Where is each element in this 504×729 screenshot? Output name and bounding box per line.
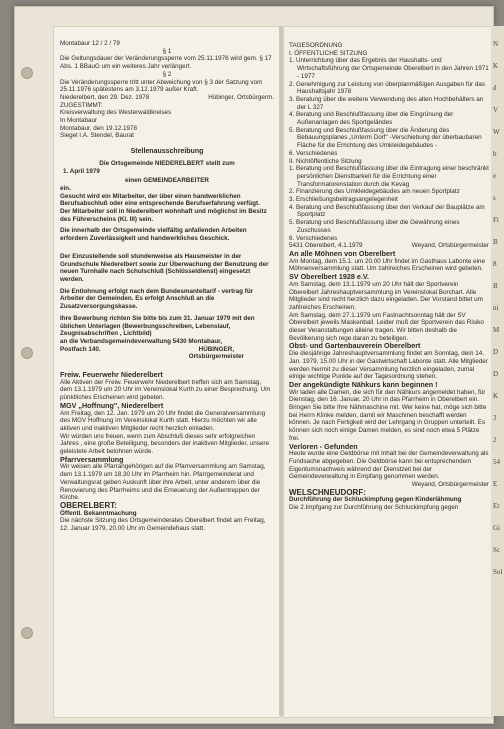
oberelbert-heading: OBERELBERT: [60, 500, 117, 510]
edge-fragment: 2 [493, 436, 497, 444]
edge-fragment: Er [493, 502, 500, 510]
agenda-private-list [289, 165, 489, 242]
edge-fragment: E [493, 480, 498, 488]
job-signer: HÜBINGER, [198, 345, 234, 353]
agenda-title: TAGESORDNUNG [289, 42, 343, 49]
agenda-sign-name: Weyand, Ortsbürgermeister [411, 242, 489, 250]
agenda-item: 1. Unterrichtung über das Ergebnis der Haushalts- und Wirtschaftsführung der Ortsgemeinde Oberelbert in den Jahren 1971 - 1977 [289, 57, 489, 80]
agenda-item: 4. Beratung und Beschlußfassung über den Verkauf der Bauplätze am Sportplatz [289, 203, 485, 219]
lost-found-text: Heute wurde eine Geldbörse mit Inhalt bei der Gemeindeverwaltung als Fundsache abgegeben. Die Geldbörse kann bei entsprechendem Eigentumsnachweis während der Dienstzeit bei der Gemeindeverwaltung in Empfang genommen werden. [289, 450, 489, 481]
signature-place: Niederelbert, den 29. Dez. 1978 [60, 93, 150, 101]
job-paragraph: Der Mitarbeiter soll in Niederelbert wohnhaft und möglichst im Besitz des Führerscheins (Kl. III) sein. [60, 208, 267, 223]
left-column [60, 40, 274, 533]
signature-name: Hübinger, Ortsbürgerm. [208, 93, 274, 101]
sports-club-heading: SV Oberelbert 1928 e.V. [289, 272, 370, 282]
adjacent-page-edge [491, 26, 504, 716]
job-paragraph: Die Entlohnung erfolgt nach dem Bundesmanteltarif - vertrag für Arbeiter der Gemeinden. Es erfolgt Anschluß an die Zusatzversorgungskasse. [60, 287, 254, 311]
edge-fragment: 3 [493, 414, 497, 422]
approved-label: ZUGESTIMMT: [60, 101, 103, 109]
section-2-text: Die Veränderungssperre tritt unter Abweichung von § 3 der Satzung vom 25.11.1976 spätestens am 3.12.1979 außer Kraft. [60, 78, 263, 94]
job-paragraph: an die Verbandsgemeindeverwaltung 5430 Montabaur, [60, 337, 223, 345]
job-line-1: Die Ortsgemeinde NIEDERELBERT stellt zum [99, 159, 235, 167]
edge-fragment: Gi [493, 524, 500, 532]
edge-fragment: K [493, 62, 499, 70]
job-paragraph: Der Einzustellende soll stundenweise als Hausmeister in der Grundschule Niederelbert sowie zur Überwachung der Benutzung der neuen Turnhalle nach Schulschluß (Schlüsseldienst) eingesetzt werden. [60, 252, 269, 283]
sewing-course-text: Wir laden alle Damen, die sich für den Nähkurs angemeldet haben, für Dienstag, den 16. Januar, 20 Uhr in das Pfarrheim in Oberelbert ein. Bringen Sie bitte Ihre Nähmaschine mit. Wer keine hat, möge sich bitte bei Herrn Klinke melden, damit wir Maschinen beschafft werden können. Je nach Fertigkeit wird der Lehrgang in Gruppen unterteilt. Es können sich noch einige Damen melden, es sind noch etwa 5 Plätze frei. [289, 388, 487, 442]
welschneudorf-heading: WELSCHNEUDORF: [289, 487, 366, 497]
moehnen-heading: An alle Möhnen von Oberelbert [289, 248, 396, 258]
edge-fragment: e [493, 172, 497, 180]
agenda-item: 5. Beratung und Beschlußfassung über die Gewährung eines Zuschusses [289, 219, 460, 234]
welschneudorf-subheading: Durchführung der Schluckimpfung gegen Kinderlähmung [289, 496, 462, 504]
welschneudorf-text: Die 2.Impfgang zur Durchführung der Schluckimpfung gegen [289, 504, 459, 512]
edge-fragment: s [493, 194, 496, 202]
section-2-title: § 2 [162, 70, 172, 78]
agenda-public-list [289, 57, 489, 157]
agenda-item: 6. Verschiedenes [289, 149, 338, 157]
parish-text: Wir weisen alle Pfarrangehörigen auf die Pfarrversammlung am Samstag, dem 13.1.1979 um 18.30 Uhr im Pfarrheim hin. Pfarrgemeinderat und Verwaltungsrat geben Auskunft über ihre Arbeit, unter anderem über die Renovierung des Pfarrheims und die Erneuerung der Außentreppen der Kirche. [60, 463, 266, 502]
right-column [289, 42, 489, 712]
agenda-item: 4. Beratung und Beschlußfassung über die Eingrünung der Außenanlagen des Sportgeländes [289, 111, 454, 127]
garden-club-heading: Obst- und Gartenbauverein Oberelbert [289, 341, 421, 351]
agenda-item: 6. Verschiedenes [289, 234, 338, 242]
punch-hole [21, 67, 33, 79]
edge-fragment: D [493, 348, 499, 356]
agenda-item: 3. Beratung über die weitere Verwendung des alten Hochbehälters an der L 327 [289, 95, 484, 111]
authority-name: Kreisverwaltung des Westerwaldkreises [60, 109, 172, 117]
postbox: Postfach 140. [60, 345, 101, 353]
oberelbert-subheading: Öffentl. Bekanntmachung [60, 509, 137, 517]
edge-fragment: d [493, 84, 497, 92]
edge-fragment: Sc [493, 546, 500, 554]
edge-fragment: ni [493, 304, 499, 312]
agenda-item: 2. Finanzierung des Umkleidegebäudes am neuen Sportplatz [289, 188, 460, 196]
job-signature-row [60, 346, 274, 354]
job-heading: Stellenausschreibung [130, 148, 204, 156]
lost-found-heading: Verloren - Gefunden [289, 441, 358, 451]
job-signer-title: Ortsbürgermeister [188, 353, 244, 361]
moehnen-text: Am Montag, dem 15.1. um 20.00 Uhr findet im Gasthaus Labonte eine Möhnenversammlung statt. Um zahlreiches Erscheinen wird gebeten. [289, 257, 486, 273]
job-paragraph: Ihre Bewerbung richten Sie bitte bis zum 31. Januar 1979 mit den üblichen Unterlagen (Bewerbungsschreiben, Lebenslauf, Zeugnisabschriften , Lichtbild) [60, 314, 255, 338]
edge-fragment: K [493, 392, 499, 400]
punch-hole [21, 627, 33, 639]
authority-city: In Montabaur [60, 117, 98, 125]
section-1-title: § 1 [162, 47, 172, 55]
edge-fragment: M [493, 326, 500, 334]
signature-row [60, 94, 274, 102]
fire-brigade-heading: Freiw. Feuerwehr Niederelbert [60, 370, 163, 380]
punch-hole [21, 347, 33, 359]
edge-fragment: B [493, 238, 498, 246]
edge-fragment: Fi [493, 216, 499, 224]
edge-fragment: D [493, 370, 499, 378]
job-paragraph: Gesucht wird ein Mitarbeiter, der über einen handwerklichen Berufsabschluß oder eine entsprechende Berufserfahrung verfügt. [60, 192, 260, 208]
page-header: Montabaur 12 / 2 / 79 [60, 40, 120, 47]
edge-fragment: N [493, 40, 499, 48]
agenda-item: 1. Beratung und Beschlußfassung über die Eintragung einer beschränkt persönlichen Dienstbarkeit für die Errichtung einer Transformatorenstation durch die Kevag [289, 165, 489, 188]
choir-text: Am Freitag, den 12. Jan. 1979 um 20 Uhr findet die Generalversammlung des MGV Hoffnung im Vereinslokal Kurth statt. Hierzu möchten wir alle aktiven und inaktiven Mitglieder recht herzlich einladen. Wir würden uns freuen, wenn zum Abschluß dieses sehr erfolgreichen Jahres , eine große Beteiligung, besonders der inaktiven Mitglieder, unsere geleistete Arbeit belohnen würde. [60, 409, 269, 456]
job-line-3: einen GEMEINDEARBEITER [125, 177, 209, 185]
edge-fragment: 54 [493, 458, 500, 466]
agenda-public-heading: I. ÖFFENTLICHE SITZUNG [289, 49, 368, 57]
oberelbert-text: Die nächste Sitzung des Ortsgemeinderates Oberelbert findet am Freitag, 12. Januar 1979, 20.00 Uhr im Gemeindehaus statt. [60, 517, 266, 533]
edge-fragment: Sol [493, 568, 503, 576]
lost-found-sign: Weyand, Ortsbürgermeister [411, 481, 489, 489]
choir-heading: MGV „Hoffnung", Niederelbert [60, 400, 164, 410]
agenda-item: 3. Erschließungsbeitragsangelegenheit [289, 196, 398, 204]
edge-fragment: W [493, 128, 500, 136]
seal-line: Siegel I.A. Stendel, Baurat [60, 132, 134, 140]
job-line-4: ein. [60, 184, 71, 192]
fire-brigade-text: Alle Aktiven der Freiw. Feuerwehr Niederelbert treffen sich am Samstag, dem 13.1.1979 um 20 Uhr im Vereinslokal Kurth zu einer Besprechung. Um pünktliches Erscheinen wird gebeten. [60, 378, 271, 402]
edge-fragment: b [493, 150, 497, 158]
agenda-item: 2. Genehmigung zur Leistung von überplanmäßigen Ausgaben für das Haushaltsjahr 1978 [289, 80, 486, 96]
agenda-private-heading: II. Nichtöffentliche Sitzung [289, 157, 362, 165]
agenda-sign-place: 5431 Oberelbert, 4.1.1979 [289, 242, 363, 250]
edge-fragment: 8 [493, 260, 497, 268]
sports-club-text: Am Samstag, dem 13.1.1979 um 20 Uhr hält der Sportverein Oberelbert Jahreshauptversammlung im Vereinslokal Borchart. Alle Mitglieder sind recht herzlich dazu eingeladen. Der Vorstand bittet um zahlreiches Erscheinen. Am Samstag, dem 27.1.1979 um Fastnachtsonntag hält der SV Oberelbert jeweils Maskenball. Leider muß der Sportverein das Risiko dieser Veranstaltungen alleine tragen. Wir bitten deshalb die Bevölkerung sich rege daran zu beteiligen. [289, 280, 484, 342]
authority-date: Montabaur, den 19.12.1978 [60, 124, 138, 132]
edge-fragment: V [493, 106, 499, 114]
job-paragraph: Die innerhalb der Ortsgemeinde vielfältig anfallenden Arbeiten erfordern Zuverlässigkeit und handwerkliches Geschick. [60, 227, 247, 243]
job-line-2: 1. April 1979 [63, 167, 100, 175]
parish-heading: Pfarrversammlung [60, 454, 124, 464]
section-1-text: Die Geltungsdauer der Veränderungssperre vom 25.11.1976 wird gem. § 17 Abs. 1 BBauG um ein weiteres Jahr verlängert. [60, 55, 272, 71]
garden-club-text: Die diesjährige Jahreshauptversammlung findet am Sonntag, dem 14. Jan. 1979, 15.00 Uhr in der Gastwirtschaft Labonte statt. Alle Mitglieder werden hiermit zu dieser Versammlung herzlich eingeladen, zumal einige wichtige Punkte auf der Tagesordnung stehen. [289, 350, 488, 381]
sewing-course-heading: Der angekündigte Nähkurs kann beginnen ! [289, 379, 438, 389]
edge-fragment: B [493, 282, 498, 290]
agenda-item: 5. Beratung und Beschlußfassung über die Änderung des Bebauungsplanes „Unterm Dorf" -Verschiebung der überbaubaren Fläche für die Errichtung des Umkleidegebäudes - [289, 126, 482, 150]
